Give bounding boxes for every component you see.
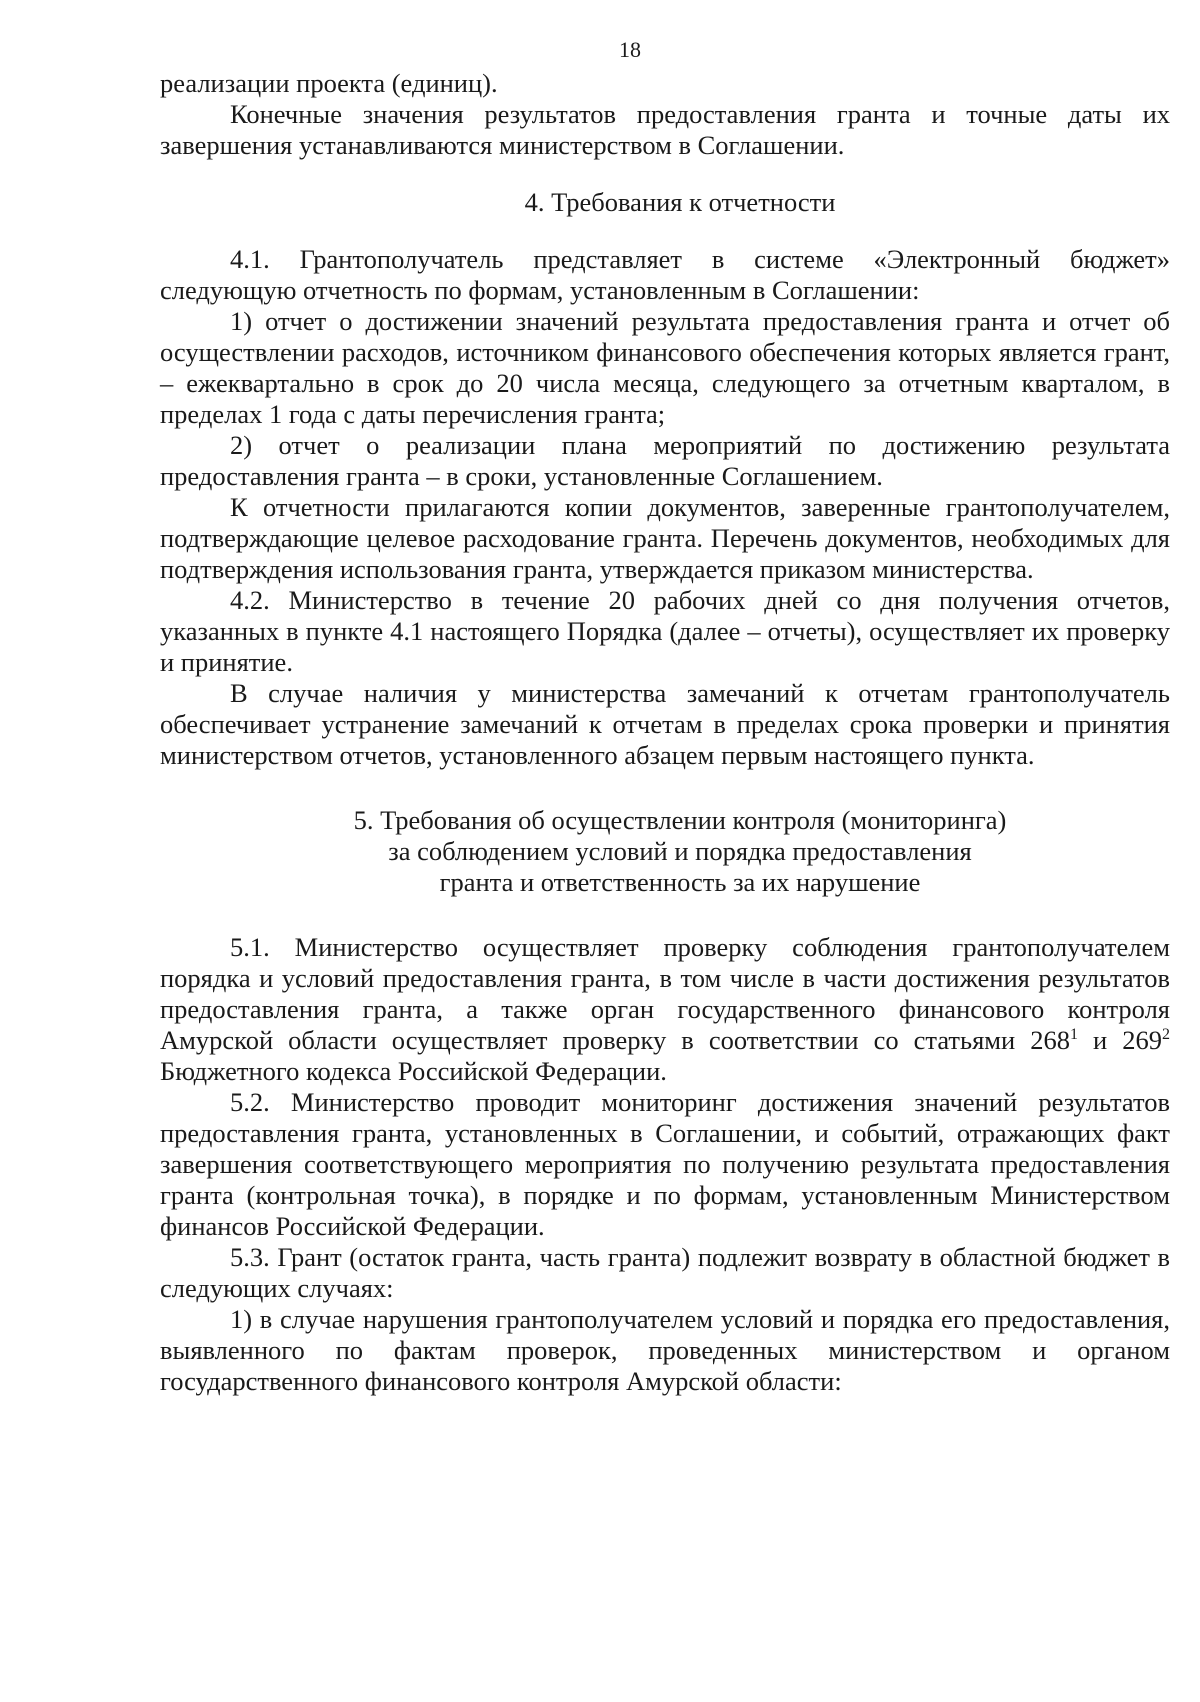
- paragraph-5-1-text: 5.1. Министерство осуществляет проверку соблюдения грантополучателем порядка и условий предоставления гранта, в том числе в части достижения результатов предоставления гранта, а также орган государственного финансового контроля Амурской области осуществляет проверку в соответствии со статьями 268: [160, 932, 1170, 1055]
- paragraph-4-2: 4.2. Министерство в течение 20 рабочих дней со дня получения отчетов, указанных в пункте 4.1 настоящего Порядка (далее – отчеты), осуществляет их проверку и принятие.: [160, 585, 1170, 677]
- paragraph-4-1-attachments: К отчетности прилагаются копии документов, заверенные грантополучателем, подтверждающие целевое расходование гранта. Перечень документов, необходимых для подтверждения использования гранта, утверждается приказом министерства.: [160, 492, 1170, 584]
- superscript-269: 2: [1162, 1026, 1170, 1044]
- paragraph-5-3: 5.3. Грант (остаток гранта, часть гранта) подлежит возврату в областной бюджет в следующих случаях:: [160, 1242, 1170, 1303]
- paragraph-5-2: 5.2. Министерство проводит мониторинг достижения значений результатов предоставления гранта, установленных в Соглашении, и событий, отражающих факт завершения соответствующего мероприятия по получению результата предоставления гранта (контрольная точка), в порядке и по формам, установленным Министерством финансов Российской Федерации.: [160, 1087, 1170, 1241]
- section-4-heading: 4. Требования к отчетности: [524, 187, 836, 217]
- paragraph-4-1: 4.1. Грантополучатель представляет в системе «Электронный бюджет» следующую отчетность по формам, установленным в Соглашении:: [160, 244, 1170, 305]
- paragraph-5-1-end: Бюджетного кодекса Российской Федерации.: [160, 1056, 667, 1086]
- paragraph-5-1: [160, 932, 1170, 1087]
- section-5-heading: [160, 805, 1170, 898]
- document-body: [160, 68, 1170, 1397]
- paragraph-4-1-item-2: 2) отчет о реализации плана мероприятий по достижению результата предоставления гранта – в сроки, установленные Соглашением.: [160, 430, 1170, 491]
- paragraph-5-3-item-1: 1) в случае нарушения грантополучателем условий и порядка его предоставления, выявленного по фактам проверок, проведенных министерством и органом государственного финансового контроля Амурской области:: [160, 1304, 1170, 1396]
- paragraph-continuation: реализации проекта (единиц).: [160, 68, 498, 98]
- section-5-heading-line-3: гранта и ответственность за их нарушение: [439, 867, 921, 897]
- paragraph-4-1-item-1: 1) отчет о достижении значений результата предоставления гранта и отчет об осуществлении расходов, источником финансового обеспечения которых является грант, – ежеквартально в срок до 20 числа месяца, следующего за отчетным кварталом, в пределах 1 года с даты перечисления гранта;: [160, 306, 1170, 429]
- paragraph-5-1-mid: и 269: [1078, 1025, 1162, 1055]
- section-5-heading-line-2: за соблюдением условий и порядка предоставления: [388, 836, 972, 866]
- paragraph-final-values: Конечные значения результатов предоставления гранта и точные даты их завершения устанавливаются министерством в Соглашении.: [160, 99, 1170, 160]
- superscript-268: 1: [1070, 1026, 1078, 1044]
- paragraph-4-2-remarks: В случае наличия у министерства замечаний к отчетам грантополучатель обеспечивает устранение замечаний к отчетам в пределах срока проверки и принятия министерством отчетов, установленного абзацем первым настоящего пункта.: [160, 678, 1170, 770]
- page-number: 18: [619, 37, 641, 62]
- section-5-heading-line-1: 5. Требования об осуществлении контроля (мониторинга): [353, 805, 1007, 835]
